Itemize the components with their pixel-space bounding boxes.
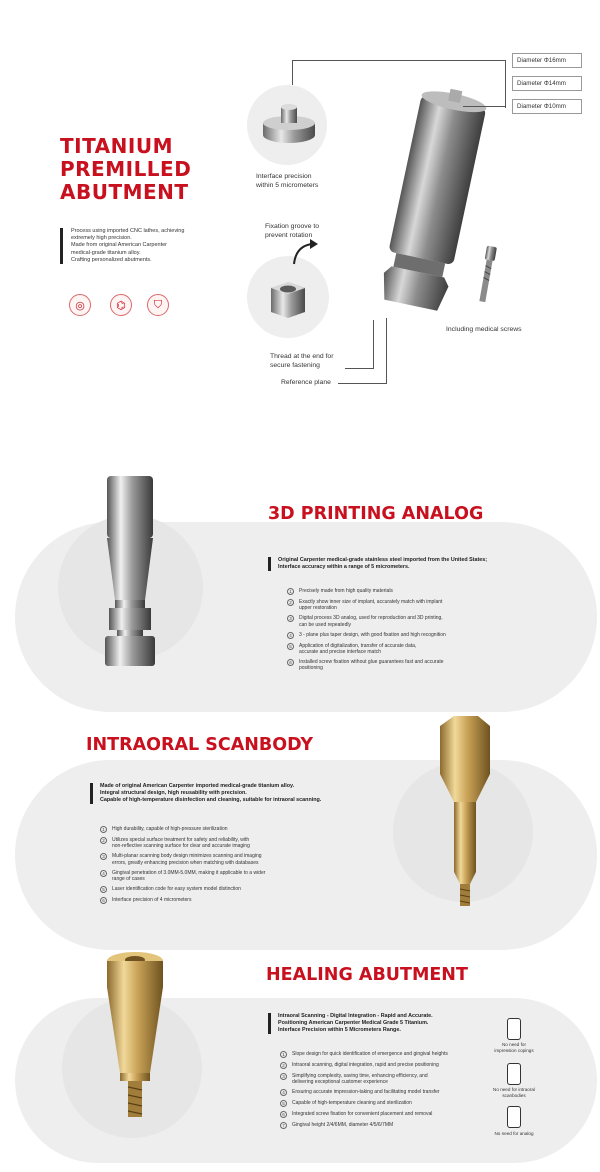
interface-detail-image (247, 85, 327, 165)
abutment-bottom-detail (247, 256, 329, 338)
list-item: 6 Integrated screw fixation for convenient placement and removal (280, 1111, 490, 1118)
diameter-connector-line (463, 106, 506, 107)
molecule-icon: ⌬ (110, 294, 132, 316)
list-item: 7 Gingival height 2/4/6MM, diameter 4/5/6/7MM (280, 1122, 490, 1129)
diameter-14-label: Diameter Φ14mm (512, 76, 582, 91)
scanbody-feature-list (100, 826, 360, 904)
list-item: 6 Installed screw fixation without glue guarantees fast and accurate positioning (287, 659, 547, 671)
analog-intro: Original Carpenter medical-grade stainless steel imported from the United States; Interface accuracy within a range of 5 micrometers. (268, 557, 487, 571)
screws-label: Including medical screws (446, 326, 522, 333)
list-item: 4 Ensuring accurate impression-taking and facilitating model transfer (280, 1089, 490, 1096)
shield-icon: ⛉ (147, 294, 169, 316)
list-item: 2 Intraoral scanning, digital integration, rapid and precise positioning (280, 1062, 490, 1069)
list-item: 3 Digital process 3D analog, used for reproduction and 3D printing, can be used repeatedly (287, 615, 547, 627)
list-item: 3 Multi-planar scanning body design minimizes scanning and imaging errors, greatly enhancing precision when matching with databases (100, 853, 360, 865)
interface-precision-label: Interface precision within 5 micrometers (256, 173, 319, 189)
diameter-16-label: Diameter Φ16mm (512, 53, 582, 68)
healing-title: HEALING ABUTMENT (266, 965, 468, 985)
list-item: 2 Exactly show inner size of implant, accurately match with implant upper restoration (287, 599, 547, 611)
top-connector-line (292, 60, 505, 61)
thread-connector-vertical (373, 320, 374, 369)
scanbody-label: No need for intraoral scanbodies (493, 1087, 535, 1098)
fixation-groove-label: Fixation groove to prevent rotation (265, 223, 320, 239)
analog-title: 3D PRINTING ANALOG (268, 504, 484, 524)
top-connector-vertical (292, 60, 293, 85)
scanbody-intro: Made of original American Carpenter imported medical-grade titanium alloy. Integral structural design, high reusability with precision. Capable of high-temperature disinfection and cleaning, suitable for intraoral scanning. (90, 783, 321, 804)
analog-label: No need for analog (494, 1131, 534, 1136)
impression-coping-icon (507, 1018, 521, 1040)
abutment-description: Process using imported CNC lathes, achieving extremely high precision. Made from original American Carpenter medical-grade titanium alloy. Crafting personalized abutments. (60, 228, 220, 264)
3d-printing-analog-image (95, 470, 165, 675)
abutment-title: TITANIUM PREMILLED ABUTMENT (60, 134, 192, 204)
list-item: 1 High durability, capable of high-pressure sterilization (100, 826, 360, 833)
analog-icon (507, 1106, 521, 1128)
healing-feature-list (280, 1051, 490, 1129)
list-item: 2 Utilizes special surface treatment for safety and reliability, with non-reflective scanning surface for clear and accurate imaging (100, 837, 360, 849)
medical-screw-image (472, 244, 502, 306)
scanbody-icon (507, 1063, 521, 1085)
list-item: 4 Gingival penetration of 3.0MM-5.0MM, making it applicable to a wider range of cases (100, 870, 360, 882)
rotation-arrow-icon (290, 238, 320, 268)
abutment-top-detail (247, 85, 327, 165)
list-item: 5 Application of digitalization, transfer of accurate data, accurate and precise interface match (287, 643, 547, 655)
healing-abutment-image (90, 945, 180, 1120)
intraoral-scanbody-image (430, 712, 500, 912)
list-item: 4 3 - plane plus taper design, with good fixation and high recognition (287, 632, 547, 639)
list-item: 5 Laser identification code for easy system model distinction (100, 886, 360, 893)
list-item: 1 Slope design for quick identification of emergence and gingival heights (280, 1051, 490, 1058)
reference-connector-line (338, 383, 386, 384)
reference-connector-vertical (386, 318, 387, 384)
impression-coping-label: No need for impression copings (494, 1042, 534, 1053)
list-item: 3 Simplifying complexity, saving time, enhancing efficiency, and delivering exceptional customer experience (280, 1073, 490, 1085)
analog-feature-list (287, 588, 547, 672)
diameter-10-label: Diameter Φ10mm (512, 99, 582, 114)
list-item: 5 Capable of high-temperature cleaning and sterilization (280, 1100, 490, 1107)
list-item: 1 Precisely made from high quality materials (287, 588, 547, 595)
list-item: 6 Interface precision of 4 micrometers (100, 897, 360, 904)
scanbody-title: INTRAORAL SCANBODY (86, 735, 314, 755)
groove-detail-image (247, 256, 329, 338)
diameter-bracket-line (505, 60, 506, 108)
thread-label: Thread at the end for secure fastening (270, 353, 334, 369)
healing-intro: Intraoral Scanning - Digital Integration - Rapid and Accurate. Positioning American Carpenter Medical Grade 5 Titanium. Interface Precision within 5 Micrometers Range. (268, 1013, 433, 1034)
target-icon: ◎ (69, 294, 91, 316)
thread-connector-line (345, 368, 373, 369)
reference-plane-label: Reference plane (281, 379, 331, 386)
